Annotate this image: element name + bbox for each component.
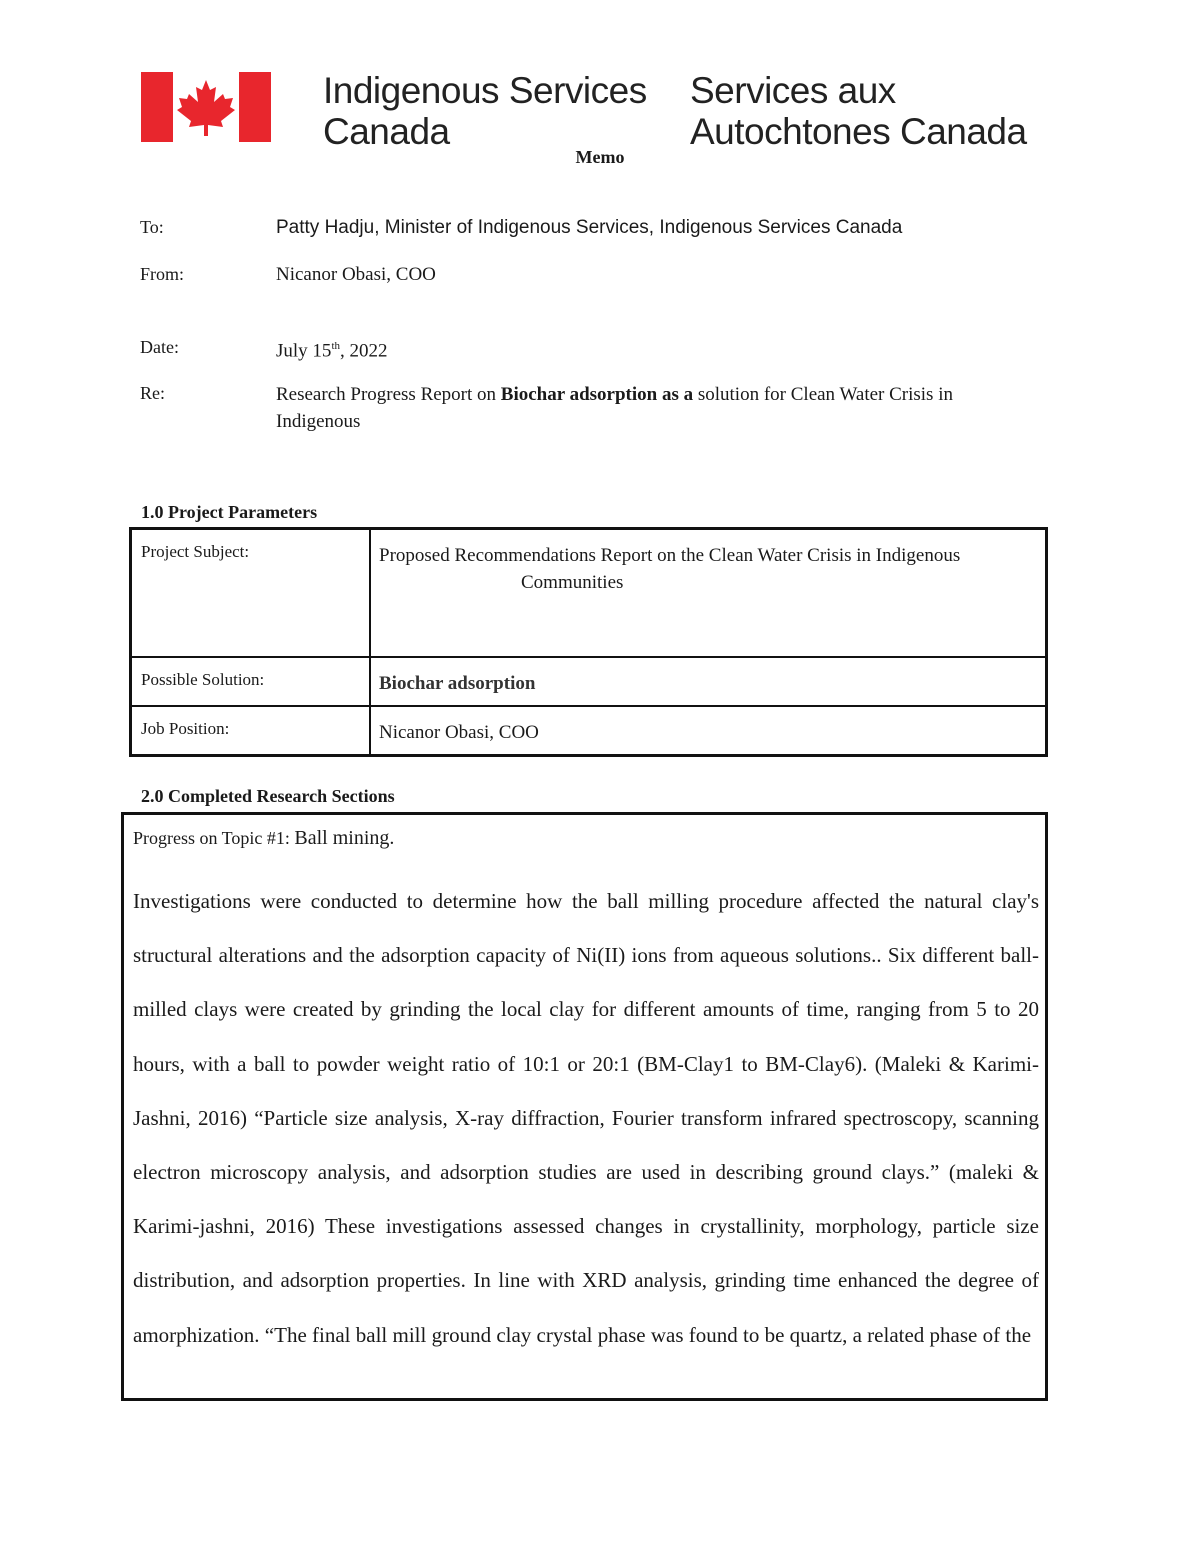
table-row: [131, 529, 1047, 658]
memo-title: Memo: [575, 147, 625, 167]
research-body-text: Investigations were conducted to determine how the ball milling procedure affected the natural clay's structural alterations and the adsorption capacity of Ni(II) ions from aqueous solutions.. Six different ball-milled clays were created by grinding the local clay for different amounts of time, ranging from 5 to 20 hours, with a ball to powder weight ratio of 10:1 or 20:1 (BM-Clay1 to BM-Clay6). (Maleki & Karimi-Jashni, 2016) “Particle size analysis, X-ray diffraction, Fourier transform infrared spectroscopy, scanning electron microscopy analysis, and adsorption studies are used in describing ground clays.” (maleki & Karimi-jashni, 2016) These investigations assessed changes in crystallinity, morphology, particle size distribution, and adsorption properties. In line with XRD analysis, grinding time enhanced the degree of amorphization. “The final ball mill ground clay crystal phase was found to be quartz, a related phase of the: [133, 889, 1039, 1347]
org-name-english: Indigenous Services Canada: [323, 70, 647, 152]
project-subject-label: Project Subject:: [131, 529, 371, 658]
date-label: Date:: [140, 337, 179, 357]
completed-research-box: [121, 812, 1048, 1401]
from-label: From:: [140, 264, 185, 284]
to-label: To:: [140, 217, 164, 237]
job-position-label: Job Position:: [131, 706, 371, 756]
table-row: [131, 657, 1047, 706]
date-value: July 15th, 2022: [276, 340, 388, 362]
re-label: Re:: [140, 383, 165, 403]
topic-heading: Progress on Topic #1: Ball mining.: [133, 827, 395, 849]
section-2-heading: 2.0 Completed Research Sections: [141, 786, 395, 806]
table-row: [131, 706, 1047, 756]
re-value: Research Progress Report on Biochar adsorption as a solution for Clean Water Crisis in Indigenous: [276, 384, 953, 432]
org-name-french: Services aux Autochtones Canada: [690, 70, 1027, 152]
to-value: Patty Hadju, Minister of Indigenous Services, Indigenous Services Canada: [276, 217, 903, 238]
job-position-value: Nicanor Obasi, COO: [370, 706, 1047, 756]
canada-flag-icon: [141, 72, 271, 142]
section-1-heading: 1.0 Project Parameters: [141, 502, 318, 522]
possible-solution-value: Biochar adsorption: [370, 657, 1047, 706]
project-subject-value: Proposed Recommendations Report on the Clean Water Crisis in Indigenous Communities: [370, 529, 1047, 658]
from-value: Nicanor Obasi, COO: [276, 264, 436, 285]
project-parameters-table: [129, 527, 1048, 757]
possible-solution-label: Possible Solution:: [131, 657, 371, 706]
